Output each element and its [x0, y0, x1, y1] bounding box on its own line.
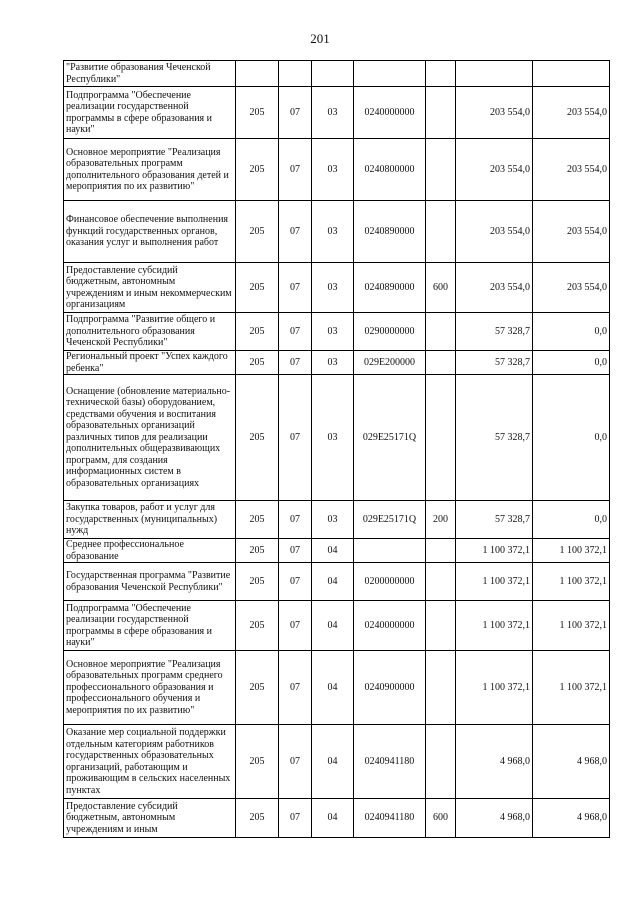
row-sum2-cell: 203 554,0	[533, 87, 610, 139]
row-sum1-cell: 1 100 372,1	[456, 539, 533, 563]
row-sum1-cell: 203 554,0	[456, 139, 533, 201]
row-vr-cell	[426, 725, 456, 799]
row-gr-cell: 205	[236, 351, 279, 375]
table-row	[64, 61, 610, 87]
row-gr-cell: 205	[236, 87, 279, 139]
row-name-cell: Финансовое обеспечение выполнения функций государственных органов, оказания услуг и выполнения работ	[64, 201, 236, 263]
row-rz-cell: 07	[279, 351, 312, 375]
row-csr-cell: 029E25171Q	[354, 375, 426, 501]
row-sum2-cell	[533, 61, 610, 87]
row-sum1-cell: 203 554,0	[456, 263, 533, 313]
row-name-cell: Государственная программа "Развитие образования Чеченской Республики"	[64, 563, 236, 601]
table-row	[64, 313, 610, 351]
row-name-cell: Предоставление субсидий бюджетным, автономным учреждениям и иным некоммерческим организациям	[64, 263, 236, 313]
row-csr-cell: 0240000000	[354, 87, 426, 139]
row-sum2-cell: 0,0	[533, 313, 610, 351]
row-vr-cell	[426, 601, 456, 651]
row-gr-cell	[236, 61, 279, 87]
row-gr-cell: 205	[236, 201, 279, 263]
row-vr-cell	[426, 375, 456, 501]
table-row	[64, 725, 610, 799]
row-gr-cell: 205	[236, 539, 279, 563]
row-name-cell: Оказание мер социальной поддержки отдельным категориям работников государственных образовательных организаций, работающим и проживающим в сельских населенных пунктах	[64, 725, 236, 799]
row-sum2-cell: 4 968,0	[533, 725, 610, 799]
row-sum1-cell	[456, 61, 533, 87]
row-sum2-cell: 0,0	[533, 375, 610, 501]
row-rz-cell: 07	[279, 501, 312, 539]
row-csr-cell: 0240890000	[354, 263, 426, 313]
row-gr-cell: 205	[236, 601, 279, 651]
table-row	[64, 501, 610, 539]
table-row	[64, 375, 610, 501]
row-vr-cell	[426, 61, 456, 87]
row-sum2-cell: 0,0	[533, 351, 610, 375]
table-row	[64, 601, 610, 651]
row-pr-cell: 04	[312, 601, 354, 651]
row-csr-cell	[354, 61, 426, 87]
row-rz-cell: 07	[279, 139, 312, 201]
row-gr-cell: 205	[236, 313, 279, 351]
row-pr-cell: 04	[312, 563, 354, 601]
row-rz-cell	[279, 61, 312, 87]
row-name-cell: Основное мероприятие "Реализация образовательных программ среднего профессионального образования и профессионального обучения и мероприятия по их развитию"	[64, 651, 236, 725]
row-name-cell: Региональный проект "Успех каждого ребенка"	[64, 351, 236, 375]
row-rz-cell: 07	[279, 563, 312, 601]
row-gr-cell: 205	[236, 139, 279, 201]
table-row	[64, 139, 610, 201]
row-sum1-cell: 1 100 372,1	[456, 601, 533, 651]
row-sum2-cell: 0,0	[533, 501, 610, 539]
budget-table	[63, 60, 610, 838]
row-pr-cell: 03	[312, 139, 354, 201]
row-vr-cell	[426, 539, 456, 563]
row-csr-cell: 0240800000	[354, 139, 426, 201]
row-gr-cell: 205	[236, 799, 279, 838]
row-name-cell: "Развитие образования Чеченской Республики"	[64, 61, 236, 87]
row-pr-cell: 03	[312, 87, 354, 139]
row-pr-cell: 03	[312, 263, 354, 313]
row-csr-cell: 0240900000	[354, 651, 426, 725]
row-sum1-cell: 57 328,7	[456, 501, 533, 539]
row-sum2-cell: 4 968,0	[533, 799, 610, 838]
row-csr-cell: 0240941180	[354, 725, 426, 799]
row-sum1-cell: 1 100 372,1	[456, 563, 533, 601]
row-vr-cell: 200	[426, 501, 456, 539]
row-pr-cell: 04	[312, 725, 354, 799]
row-rz-cell: 07	[279, 725, 312, 799]
table-row	[64, 539, 610, 563]
table-row	[64, 651, 610, 725]
row-rz-cell: 07	[279, 263, 312, 313]
row-sum1-cell: 57 328,7	[456, 313, 533, 351]
row-name-cell: Среднее профессиональное образование	[64, 539, 236, 563]
row-sum2-cell: 1 100 372,1	[533, 601, 610, 651]
row-sum1-cell: 203 554,0	[456, 201, 533, 263]
row-name-cell: Оснащение (обновление материально-технической базы) оборудованием, средствами обучения и воспитания образовательных организаций различных типов для реализации дополнительных общеразвивающих программ, для создания информационных систем в образовательных организациях	[64, 375, 236, 501]
row-vr-cell: 600	[426, 263, 456, 313]
row-sum1-cell: 203 554,0	[456, 87, 533, 139]
table-row	[64, 563, 610, 601]
row-rz-cell: 07	[279, 87, 312, 139]
row-gr-cell: 205	[236, 263, 279, 313]
row-sum2-cell: 1 100 372,1	[533, 539, 610, 563]
row-vr-cell	[426, 651, 456, 725]
row-csr-cell: 0240000000	[354, 601, 426, 651]
row-pr-cell: 03	[312, 313, 354, 351]
row-sum1-cell: 57 328,7	[456, 375, 533, 501]
row-pr-cell: 03	[312, 351, 354, 375]
row-vr-cell	[426, 201, 456, 263]
row-sum2-cell: 203 554,0	[533, 263, 610, 313]
row-csr-cell: 029E200000	[354, 351, 426, 375]
row-name-cell: Основное мероприятие "Реализация образовательных программ дополнительного образования детей и мероприятия по их развитию"	[64, 139, 236, 201]
row-name-cell: Подпрограмма "Развитие общего и дополнительного образования Чеченской Республики"	[64, 313, 236, 351]
row-name-cell: Подпрограмма "Обеспечение реализации государственной программы в сфере образования и науки"	[64, 87, 236, 139]
row-pr-cell: 04	[312, 539, 354, 563]
budget-table-body	[64, 61, 610, 838]
row-pr-cell: 04	[312, 799, 354, 838]
row-csr-cell: 0240890000	[354, 201, 426, 263]
row-sum1-cell: 57 328,7	[456, 351, 533, 375]
row-csr-cell: 0200000000	[354, 563, 426, 601]
row-sum2-cell: 1 100 372,1	[533, 651, 610, 725]
row-csr-cell: 0290000000	[354, 313, 426, 351]
table-row	[64, 87, 610, 139]
row-rz-cell: 07	[279, 799, 312, 838]
row-sum1-cell: 1 100 372,1	[456, 651, 533, 725]
row-name-cell: Подпрограмма "Обеспечение реализации государственной программы в сфере образования и науки"	[64, 601, 236, 651]
row-sum1-cell: 4 968,0	[456, 725, 533, 799]
row-rz-cell: 07	[279, 651, 312, 725]
table-row	[64, 201, 610, 263]
row-rz-cell: 07	[279, 201, 312, 263]
row-vr-cell	[426, 313, 456, 351]
row-sum1-cell: 4 968,0	[456, 799, 533, 838]
row-pr-cell: 03	[312, 501, 354, 539]
row-vr-cell	[426, 351, 456, 375]
row-pr-cell: 03	[312, 375, 354, 501]
row-vr-cell	[426, 563, 456, 601]
row-gr-cell: 205	[236, 725, 279, 799]
row-rz-cell: 07	[279, 601, 312, 651]
row-gr-cell: 205	[236, 375, 279, 501]
row-name-cell: Закупка товаров, работ и услуг для государственных (муниципальных) нужд	[64, 501, 236, 539]
row-rz-cell: 07	[279, 375, 312, 501]
row-rz-cell: 07	[279, 539, 312, 563]
row-pr-cell: 03	[312, 201, 354, 263]
row-gr-cell: 205	[236, 651, 279, 725]
table-row	[64, 799, 610, 838]
row-pr-cell: 04	[312, 651, 354, 725]
row-sum2-cell: 1 100 372,1	[533, 563, 610, 601]
table-row	[64, 263, 610, 313]
row-csr-cell: 0240941180	[354, 799, 426, 838]
row-name-cell: Предоставление субсидий бюджетным, автономным учреждениям и иным	[64, 799, 236, 838]
row-pr-cell	[312, 61, 354, 87]
table-row	[64, 351, 610, 375]
row-sum2-cell: 203 554,0	[533, 201, 610, 263]
row-gr-cell: 205	[236, 501, 279, 539]
row-rz-cell: 07	[279, 313, 312, 351]
row-csr-cell	[354, 539, 426, 563]
row-vr-cell	[426, 139, 456, 201]
row-sum2-cell: 203 554,0	[533, 139, 610, 201]
row-csr-cell: 029E25171Q	[354, 501, 426, 539]
page-number: 201	[310, 31, 330, 46]
row-gr-cell: 205	[236, 563, 279, 601]
row-vr-cell: 600	[426, 799, 456, 838]
row-vr-cell	[426, 87, 456, 139]
